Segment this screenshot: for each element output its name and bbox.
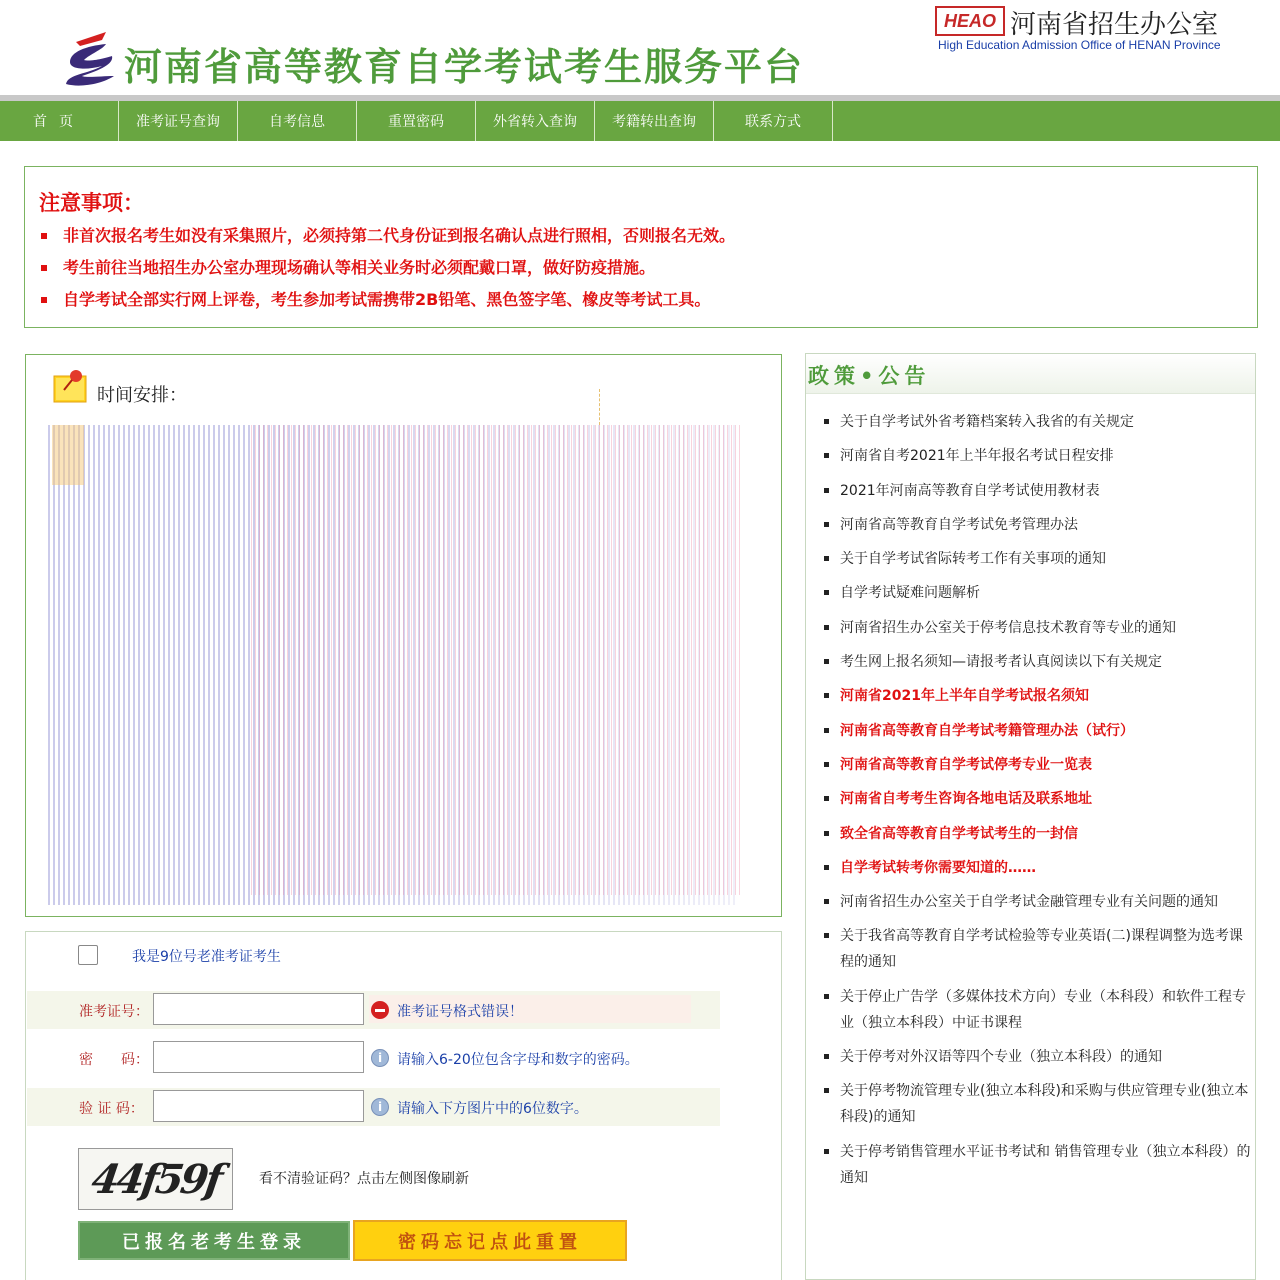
policy-link[interactable]: 河南省高等教育自学考试考籍管理办法（试行） xyxy=(822,718,1254,744)
policy-link[interactable]: 2021年河南高等教育自学考试使用教材表 xyxy=(822,478,1254,504)
policy-link[interactable]: 关于自学考试省际转考工作有关事项的通知 xyxy=(822,546,1254,572)
policy-link[interactable]: 自学考试转考你需要知道的…… xyxy=(822,855,1254,881)
nav-item-exam-no-query[interactable]: 准考证号查询 xyxy=(119,101,238,141)
captcha-image-text: 44f59f xyxy=(88,1155,223,1203)
logo-icon xyxy=(62,28,118,90)
bullet-square-icon xyxy=(41,265,47,271)
captcha-input[interactable] xyxy=(153,1090,364,1122)
policy-link[interactable]: 河南省招生办公室关于自学考试金融管理专业有关问题的通知 xyxy=(822,889,1254,915)
old-exam-no-checkbox[interactable] xyxy=(78,945,98,965)
old-exam-no-checkbox-label[interactable]: 我是9位号老准考证考生 xyxy=(132,949,281,965)
policy-link[interactable]: 关于停考销售管理水平证书考试和 销售管理专业（独立本科段）的通知 xyxy=(822,1139,1254,1191)
nav-item-transfer-out[interactable]: 考籍转出查询 xyxy=(595,101,714,141)
login-panel xyxy=(25,931,782,1280)
site-title: 河南省高等教育自学考试考生服务平台 xyxy=(124,45,805,89)
policy-link[interactable]: 关于停止广告学（多媒体技术方向）专业（本科段）和软件工程专业（独立本科段）中证书课程 xyxy=(822,984,1254,1036)
notice-item: 考生前往当地招生办公室办理现场确认等相关业务时必须配戴口罩，做好防疫措施。 xyxy=(39,256,735,288)
captcha-image[interactable] xyxy=(78,1148,233,1210)
divider xyxy=(599,389,600,425)
policy-list xyxy=(822,409,1254,1199)
login-button[interactable]: 已报名老考生登录 xyxy=(78,1221,350,1260)
notice-title: 注意事项： xyxy=(39,191,144,215)
captcha-hint-inline: 请输入下方图片中的6位数字。 xyxy=(397,1101,588,1117)
captcha-refresh-hint: 看不清验证码？点击左侧图像刷新 xyxy=(259,1171,469,1187)
captcha-label: 验 证 码： xyxy=(79,1101,144,1117)
policy-header xyxy=(806,354,1255,394)
notice-item: 非首次报名考生如没有采集照片，必须持第二代身份证到报名确认点进行照相，否则报名无效。 xyxy=(39,224,735,256)
nav-item-home[interactable]: 首页 xyxy=(0,101,119,141)
policy-link[interactable]: 关于我省高等教育自学考试检验等专业英语(二)课程调整为选考课程的通知 xyxy=(822,923,1254,975)
schedule-panel xyxy=(25,354,782,917)
error-icon xyxy=(371,1001,389,1019)
nav-item-transfer-in[interactable]: 外省转入查询 xyxy=(476,101,595,141)
password-label: 密 码： xyxy=(79,1052,149,1068)
exam-no-error-message: 准考证号格式错误！ xyxy=(397,1004,523,1020)
password-input[interactable] xyxy=(153,1041,364,1073)
nav-item-reset-password[interactable]: 重置密码 xyxy=(357,101,476,141)
nav-item-exam-info[interactable]: 自考信息 xyxy=(238,101,357,141)
policy-link[interactable]: 自学考试疑难问题解析 xyxy=(822,580,1254,606)
nav-item-contact[interactable]: 联系方式 xyxy=(714,101,833,141)
exam-no-row xyxy=(27,991,720,1029)
office-name: 河南省招生办公室 xyxy=(1010,10,1219,40)
policy-link[interactable]: 关于自学考试外省考籍档案转入我省的有关规定 xyxy=(822,409,1254,435)
policy-link[interactable]: 致全省高等教育自学考试考生的一封信 xyxy=(822,821,1254,847)
info-icon: i xyxy=(371,1049,389,1067)
policy-panel xyxy=(805,353,1256,1280)
exam-no-input[interactable] xyxy=(153,993,364,1025)
policy-link[interactable]: 关于停考物流管理专业(独立本科段)和采购与供应管理专业(独立本科段)的通知 xyxy=(822,1078,1254,1130)
policy-link[interactable]: 考生网上报名须知—请报考者认真阅读以下有关规定 xyxy=(822,649,1254,675)
policy-link[interactable]: 河南省自考考生咨询各地电话及联系地址 xyxy=(822,786,1254,812)
heao-badge: HEAO xyxy=(935,6,1005,36)
reset-password-button[interactable]: 密码忘记点此重置 xyxy=(353,1220,627,1261)
bullet-square-icon xyxy=(41,297,47,303)
notice-item: 自学考试全部实行网上评卷，考生参加考试需携带2B铅笔、黑色签字笔、橡皮等考试工具。 xyxy=(39,288,735,320)
exam-no-label: 准考证号： xyxy=(79,1004,149,1020)
password-hint: 请输入6-20位包含字母和数字的密码。 xyxy=(397,1052,639,1068)
notice-list xyxy=(39,224,735,320)
main-nav xyxy=(0,101,1280,141)
office-logo xyxy=(935,4,1255,54)
blurred-schedule-image-overlay xyxy=(251,425,741,895)
bullet-square-icon xyxy=(41,233,47,239)
blurred-highlight xyxy=(52,425,84,485)
office-english-name: High Education Admission Office of HENAN Province xyxy=(938,38,1221,52)
notice-box xyxy=(24,166,1258,328)
password-row xyxy=(27,1039,720,1077)
schedule-title: 时间安排： xyxy=(97,385,187,406)
policy-link[interactable]: 河南省招生办公室关于停考信息技术教育等专业的通知 xyxy=(822,615,1254,641)
pushpin-note-icon xyxy=(52,368,88,404)
policy-title: 政策•公告 xyxy=(808,364,931,388)
policy-link[interactable]: 河南省自考2021年上半年报名考试日程安排 xyxy=(822,443,1254,469)
header xyxy=(0,0,1280,96)
policy-link[interactable]: 河南省高等教育自学考试停考专业一览表 xyxy=(822,752,1254,778)
info-icon: i xyxy=(371,1098,389,1116)
policy-link[interactable]: 河南省2021年上半年自学考试报名须知 xyxy=(822,683,1254,709)
captcha-row xyxy=(27,1088,720,1126)
policy-link[interactable]: 河南省高等教育自学考试免考管理办法 xyxy=(822,512,1254,538)
policy-link[interactable]: 关于停考对外汉语等四个专业（独立本科段）的通知 xyxy=(822,1044,1254,1070)
